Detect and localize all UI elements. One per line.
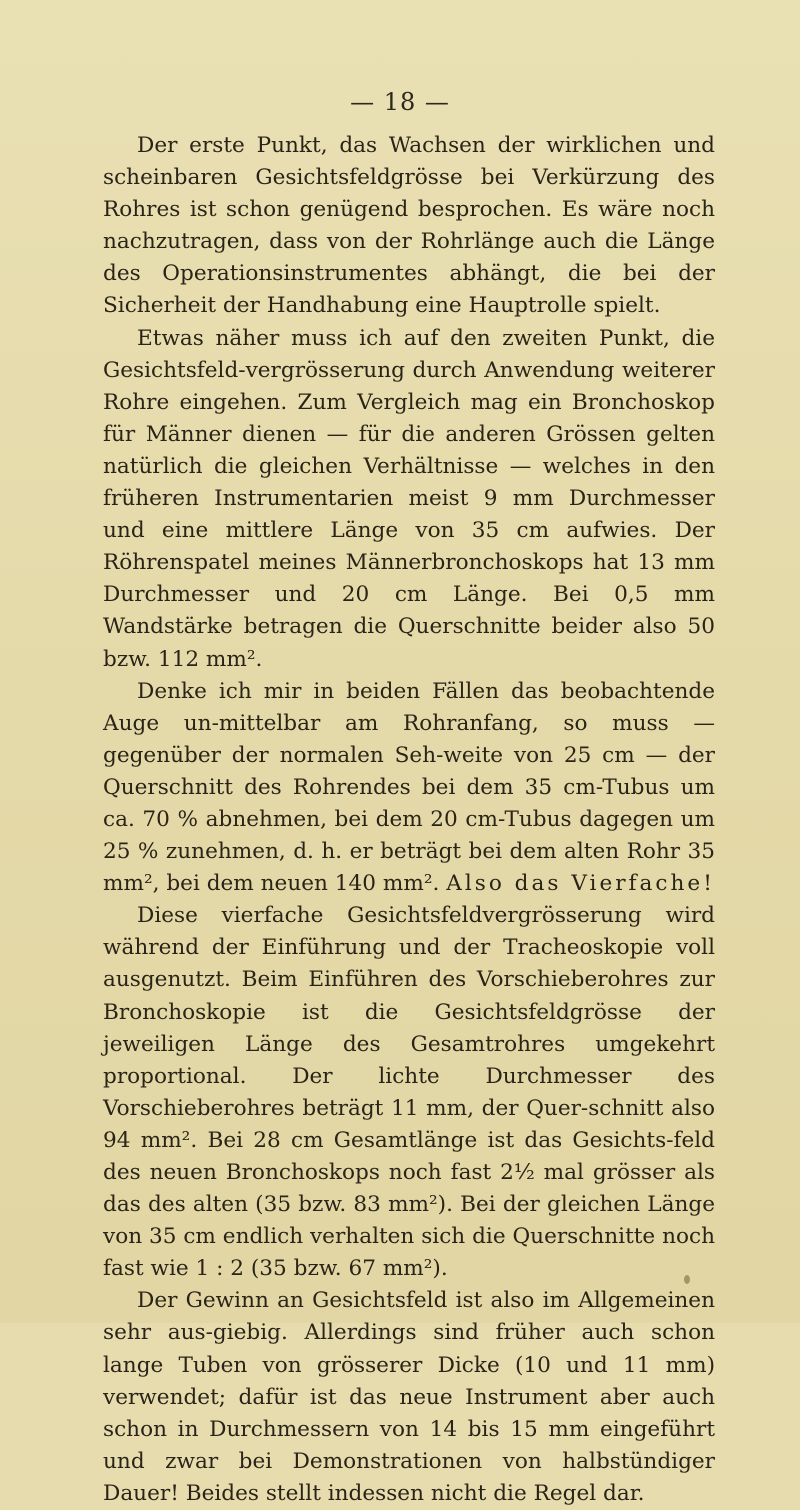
paper-speck: [684, 1275, 690, 1284]
paragraph-5: [103, 1285, 715, 1510]
body-text: [103, 130, 715, 1510]
paragraph-3: [103, 676, 715, 901]
paragraph-2: [103, 323, 715, 676]
paragraph-4: [103, 900, 715, 1285]
paragraph-3-text: Denke ich mir in beiden Fällen das beobachtende Auge un-mittelbar am Rohranfang, so muss — gegenüber der normalen Seh-weite von 25 cm — der Querschnitt des Rohrendes bei dem 35 cm-Tubus um ca. 70 % abnehmen, bei dem 20 cm-Tubus dagegen um 25 % zunehmen, d. h. er beträgt bei dem alten Rohr 35 mm², bei dem neuen 140 mm².: [103, 678, 715, 897]
paragraph-3-emphasis: Also das Vierfache!: [446, 871, 715, 897]
paragraph-1: [103, 130, 715, 323]
paragraph-2-text: Etwas näher muss ich auf den zweiten Punkt, die Gesichtsfeld-vergrösserung durch Anwendung weiterer Rohre eingehen. Zum Vergleich mag ein Bronchoskop für Männer dienen — für die anderen Grössen gelten natürlich die gleichen Verhältnisse — welches in den früheren Instrumentarien meist 9 mm Durchmesser und eine mittlere Länge von 35 cm aufwies. Der Röhrenspatel meines Männerbronchoskops hat 13 mm Durchmesser und 20 cm Länge. Bei 0,5 mm Wandstärke betragen die Querschnitte beider also 50 bzw. 112 mm².: [103, 325, 715, 672]
paragraph-4-text: Diese vierfache Gesichtsfeldvergrösserung wird während der Einführung und der Tracheoskopie voll ausgenutzt. Beim Einführen des Vorschieberohres zur Bronchoskopie ist die Gesichtsfeldgrösse der jeweiligen Länge des Gesamtrohres umgekehrt proportional. Der lichte Durchmesser des Vorschieberohres beträgt 11 mm, der Quer-schnitt also 94 mm². Bei 28 cm Gesamtlänge ist das Gesichts-feld des neuen Bronchoskops noch fast 2½ mal grösser als das des alten (35 bzw. 83 mm²). Bei der gleichen Länge von 35 cm endlich verhalten sich die Querschnitte noch fast wie 1 : 2 (35 bzw. 67 mm²).: [103, 903, 715, 1282]
paragraph-5-text: Der Gewinn an Gesichtsfeld ist also im Allgemeinen sehr aus-giebig. Allerdings sind früher auch schon lange Tuben von grösserer Dicke (10 und 11 mm) verwendet; dafür ist das neue Instrument aber auch schon in Durchmessern von 14 bis 15 mm eingeführt und zwar bei Demonstrationen von halbstündiger Dauer! Beides stellt indessen nicht die Regel dar.: [103, 1288, 715, 1506]
page-number: — 18 —: [350, 88, 450, 116]
paragraph-1-text: Der erste Punkt, das Wachsen der wirklichen und scheinbaren Gesichtsfeldgrösse bei Verkürzung des Rohres ist schon genügend besprochen. Es wäre noch nachzutragen, dass von der Rohrlänge auch die Länge des Operationsinstrumentes abhängt, die bei der Sicherheit der Handhabung eine Hauptrolle spielt.: [103, 133, 715, 319]
